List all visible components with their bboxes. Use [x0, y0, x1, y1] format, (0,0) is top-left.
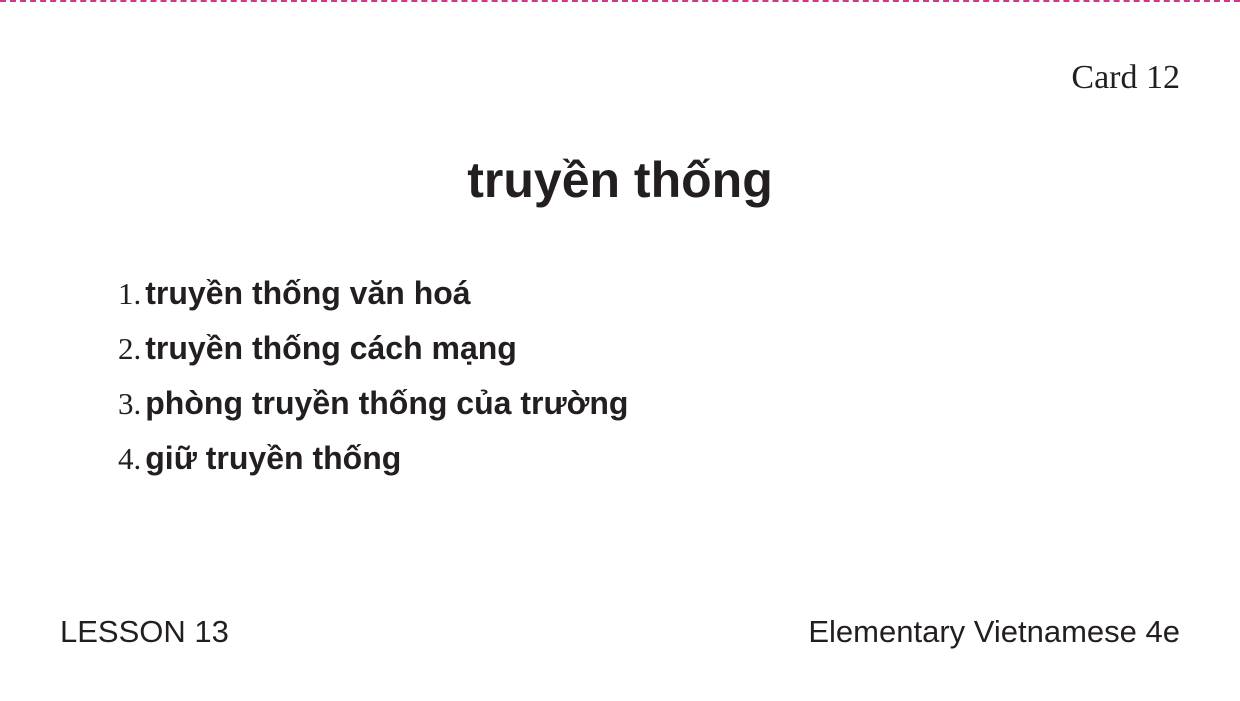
- example-text: phòng truyền thống của trường: [145, 385, 629, 421]
- example-number: 1.: [118, 276, 142, 311]
- example-number: 3.: [118, 386, 142, 421]
- example-item: [118, 266, 628, 321]
- example-item: [118, 321, 628, 376]
- dashed-cut-line: [0, 0, 1240, 2]
- example-text: truyền thống cách mạng: [145, 330, 517, 366]
- card-number: Card 12: [1071, 59, 1180, 96]
- headword: truyền thống: [467, 152, 773, 208]
- example-text: giữ truyền thống: [145, 440, 402, 476]
- example-text: truyền thống văn hoá: [145, 275, 471, 311]
- example-number: 4.: [118, 441, 142, 476]
- example-item: [118, 431, 628, 486]
- example-list: [118, 266, 628, 486]
- example-item: [118, 376, 628, 431]
- lesson-label: LESSON 13: [60, 614, 229, 649]
- example-number: 2.: [118, 331, 142, 366]
- book-title: Elementary Vietnamese 4e: [808, 614, 1180, 649]
